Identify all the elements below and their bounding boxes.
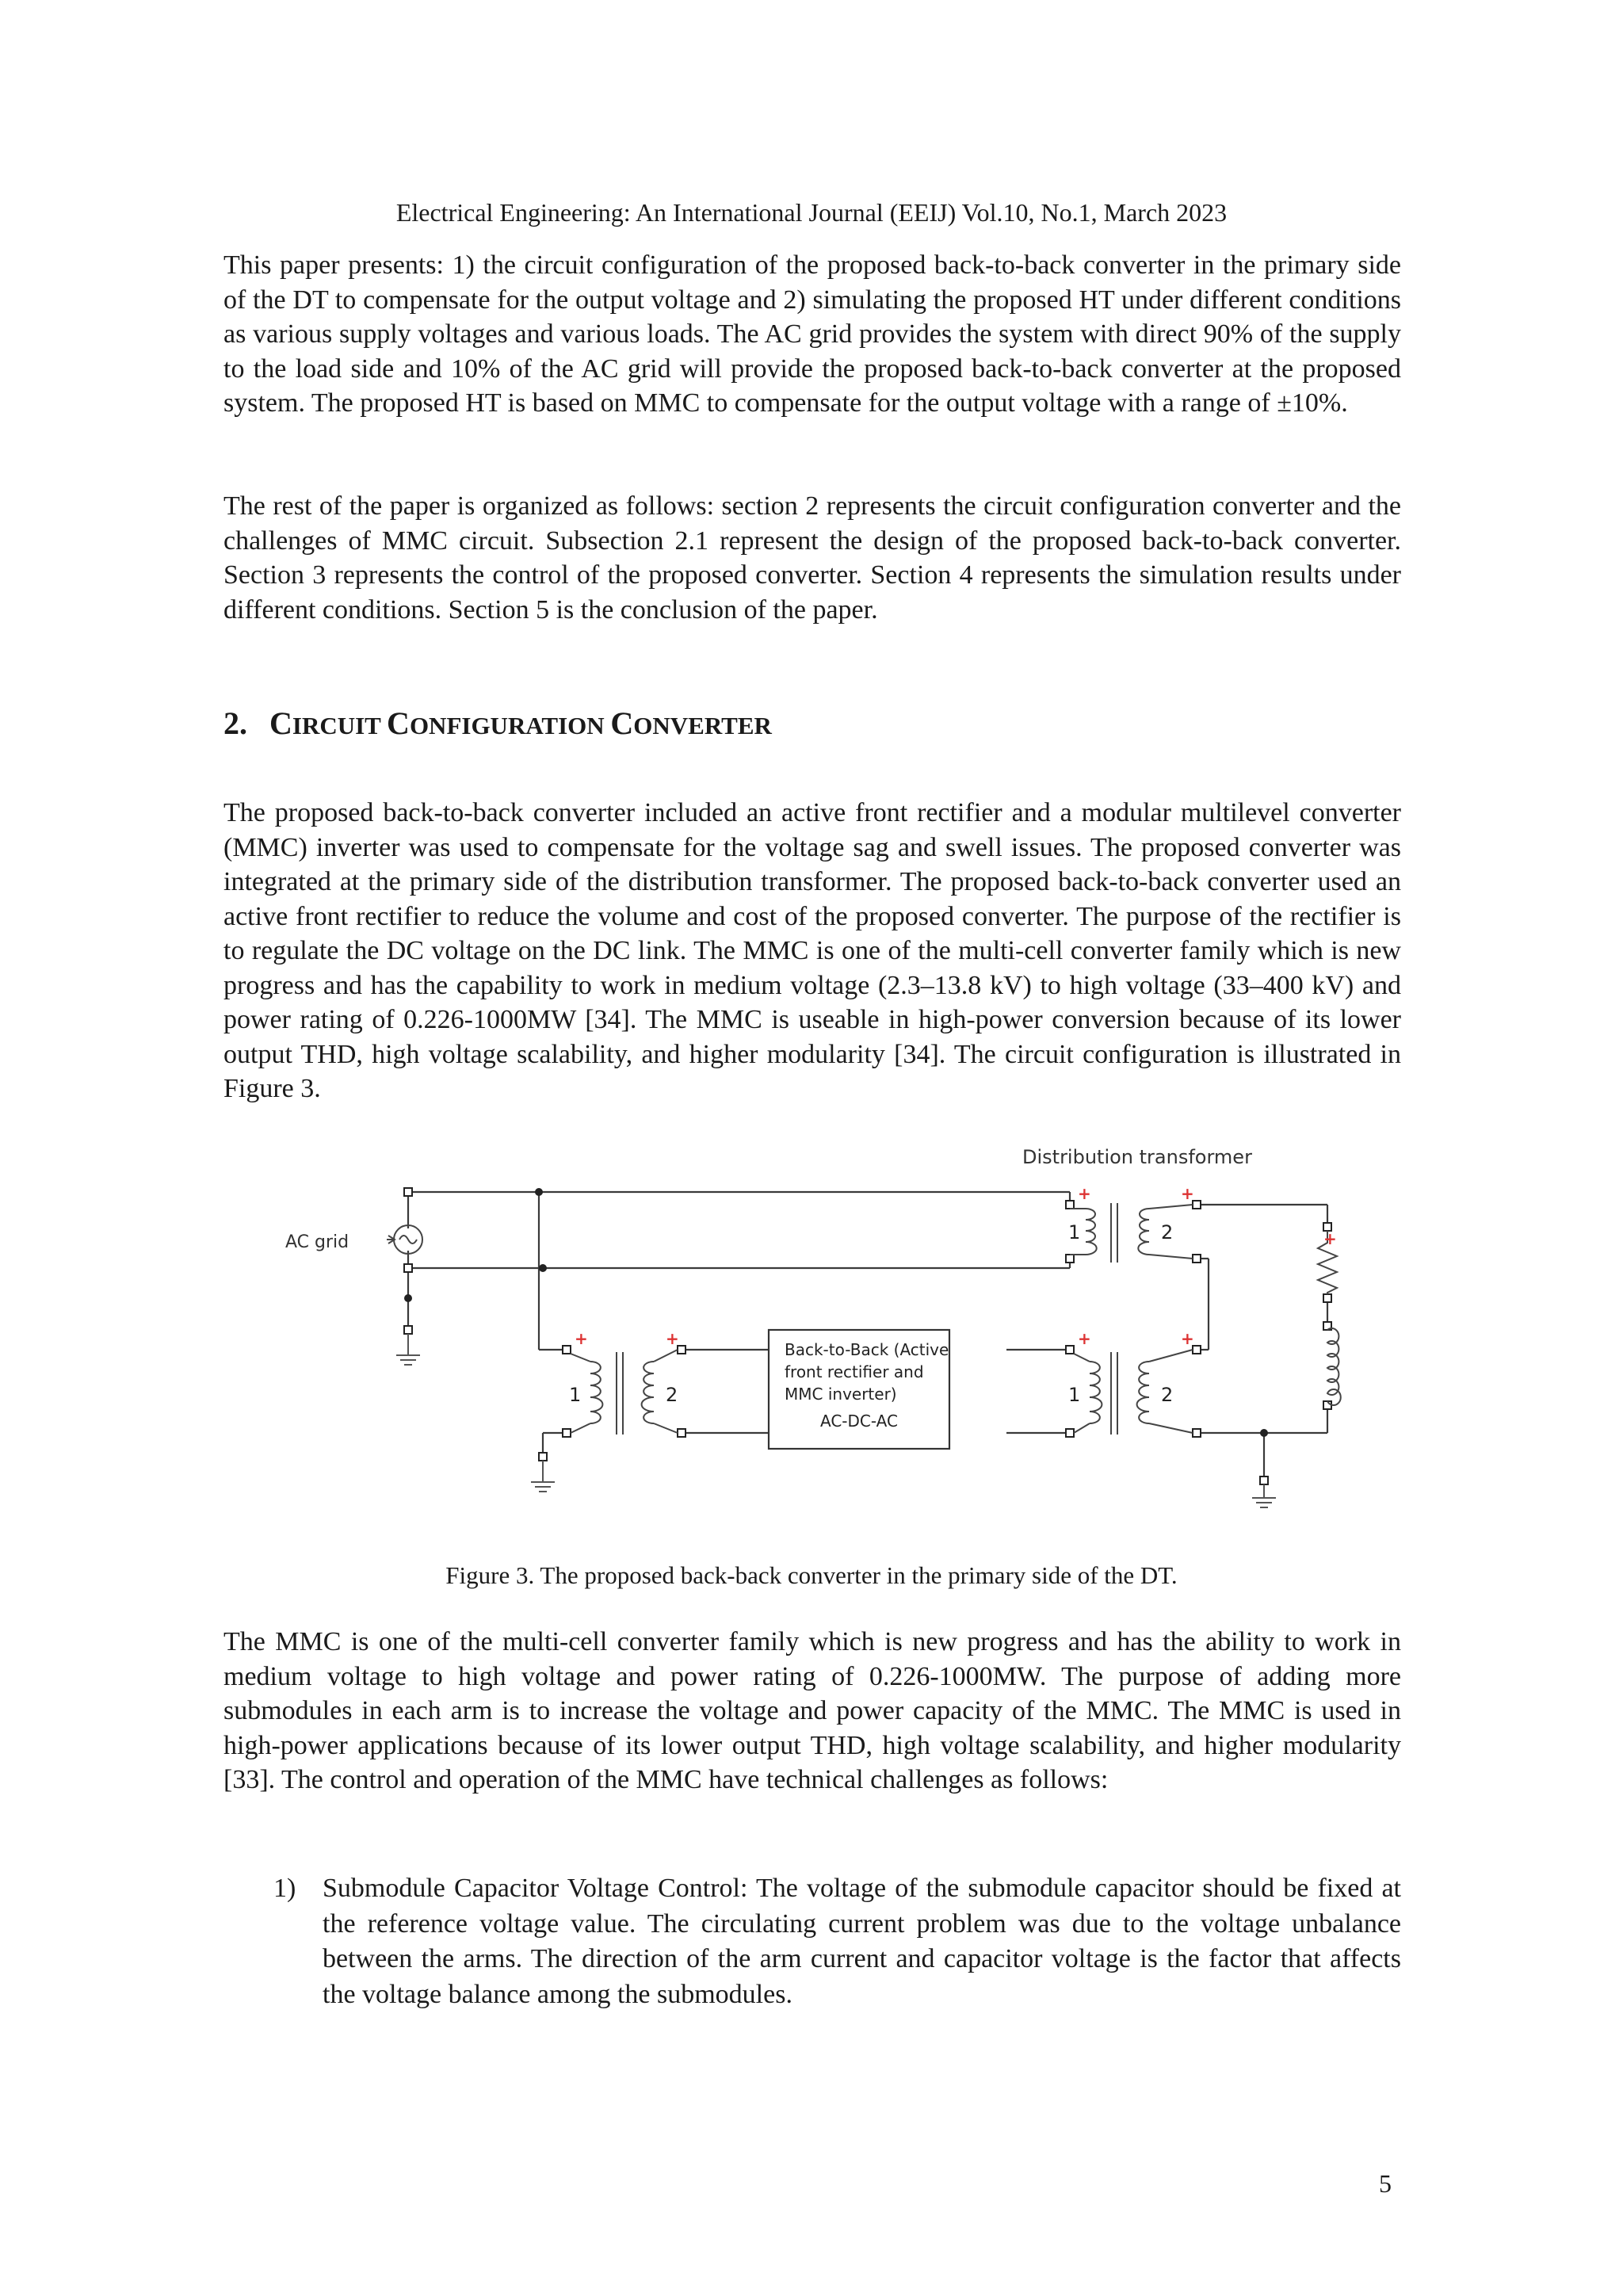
figure-caption: Figure 3. The proposed back-back converter in the primary side of the DT. <box>445 1561 1178 1589</box>
section-title-cap: C <box>387 705 410 741</box>
section-title-rest: ONFIGURATION <box>409 712 611 739</box>
list-item-number: 1) <box>273 1874 296 1903</box>
circuit-diagram <box>269 1140 1347 1520</box>
polarity-mark: + <box>666 1329 679 1348</box>
section-title-cap: C <box>610 705 634 741</box>
ac-grid-label: AC grid <box>285 1232 349 1252</box>
box-line-4: AC-DC-AC <box>820 1412 898 1431</box>
winding-number: 2 <box>1161 1221 1174 1244</box>
winding-number: 1 <box>569 1384 582 1406</box>
polarity-mark: + <box>1078 1329 1091 1348</box>
paragraph-circuit-configuration: The proposed back-to-back converter included an active front rectifier and a modular multilevel converter (MMC) inverter was used to compensate for the voltage sag and swell issues. The proposed converter was integrated at the primary side of the distribution transformer. The proposed back-to-back converter used an active front rectifier to reduce the volume and cost of the proposed converter. The purpose of the rectifier is to regulate the DC voltage on the DC link. The MMC is one of the multi-cell converter family which is new progress and has the capability to work in medium voltage (2.3–13.8 kV) to high voltage (33–400 kV) and power rating of 0.226-1000MW [34]. The MMC is useable in high-power conversion because of its lower output THD, high voltage scalability, and higher modularity [34]. The circuit configuration is illustrated in Figure 3. <box>223 798 1401 1103</box>
polarity-mark: + <box>1181 1329 1194 1348</box>
polarity-mark: + <box>575 1329 588 1348</box>
section-heading <box>223 704 772 746</box>
box-line-2: front rectifier and <box>785 1362 924 1381</box>
polarity-mark: + <box>1323 1229 1337 1248</box>
list-item-text: Submodule Capacitor Voltage Control: The voltage of the submodule capacitor should be fixed at the reference voltage value. The circulating current problem was due to the voltage unbalance between the arms. The direction of the arm current and capacitor voltage is the factor that affects the voltage balance among the submodules. <box>323 1874 1401 2009</box>
journal-header: Electrical Engineering: An International Journal (EEIJ) Vol.10, No.1, March 2023 <box>395 198 1228 227</box>
section-title-rest: ONVERTER <box>633 712 772 739</box>
paragraph-organization: The rest of the paper is organized as follows: section 2 represents the circuit configuration converter and the challenges of MMC circuit. Subsection 2.1 represent the design of the proposed back-to-back converter. Section 3 represents the control of the proposed converter. Section 4 represents the simulation results under different conditions. Section 5 is the conclusion of the paper. <box>223 491 1401 625</box>
winding-number: 1 <box>1068 1384 1081 1406</box>
section-number: 2. <box>223 705 247 741</box>
polarity-mark: + <box>1181 1184 1194 1203</box>
winding-number: 1 <box>1068 1221 1081 1244</box>
box-line-3: MMC inverter) <box>785 1385 897 1404</box>
distribution-transformer-label: Distribution transformer <box>1022 1146 1252 1168</box>
winding-number: 2 <box>1161 1384 1174 1406</box>
box-line-1: Back-to-Back (Active <box>785 1340 949 1359</box>
page-number: 5 <box>1379 2169 1392 2198</box>
section-title-cap: C <box>269 705 292 741</box>
winding-number: 2 <box>666 1384 678 1406</box>
paragraph-intro: This paper presents: 1) the circuit configuration of the proposed back-to-back converter in the primary side of the DT to compensate for the output voltage and 2) simulating the proposed HT under different conditions as various supply voltages and various loads. The AC grid provides the system with direct 90% of the supply to the load side and 10% of the AC grid will provide the proposed back-to-back converter at the proposed system. The proposed HT is based on MMC to compensate for the output voltage with a range of ±10%. <box>223 250 1401 418</box>
section-title-rest: IRCUIT <box>292 712 388 739</box>
paragraph-mmc-challenges: The MMC is one of the multi-cell converter family which is new progress and has the ability to work in medium voltage to high voltage and power rating of 0.226-1000MW. The purpose of adding more submodules in each arm is to increase the voltage and power capacity of the MMC. The MMC is used in high-power applications because of its lower output THD, high voltage scalability, and higher modularity [33]. The control and operation of the MMC have technical challenges as follows: <box>223 1627 1401 1794</box>
polarity-mark: + <box>1078 1184 1091 1203</box>
